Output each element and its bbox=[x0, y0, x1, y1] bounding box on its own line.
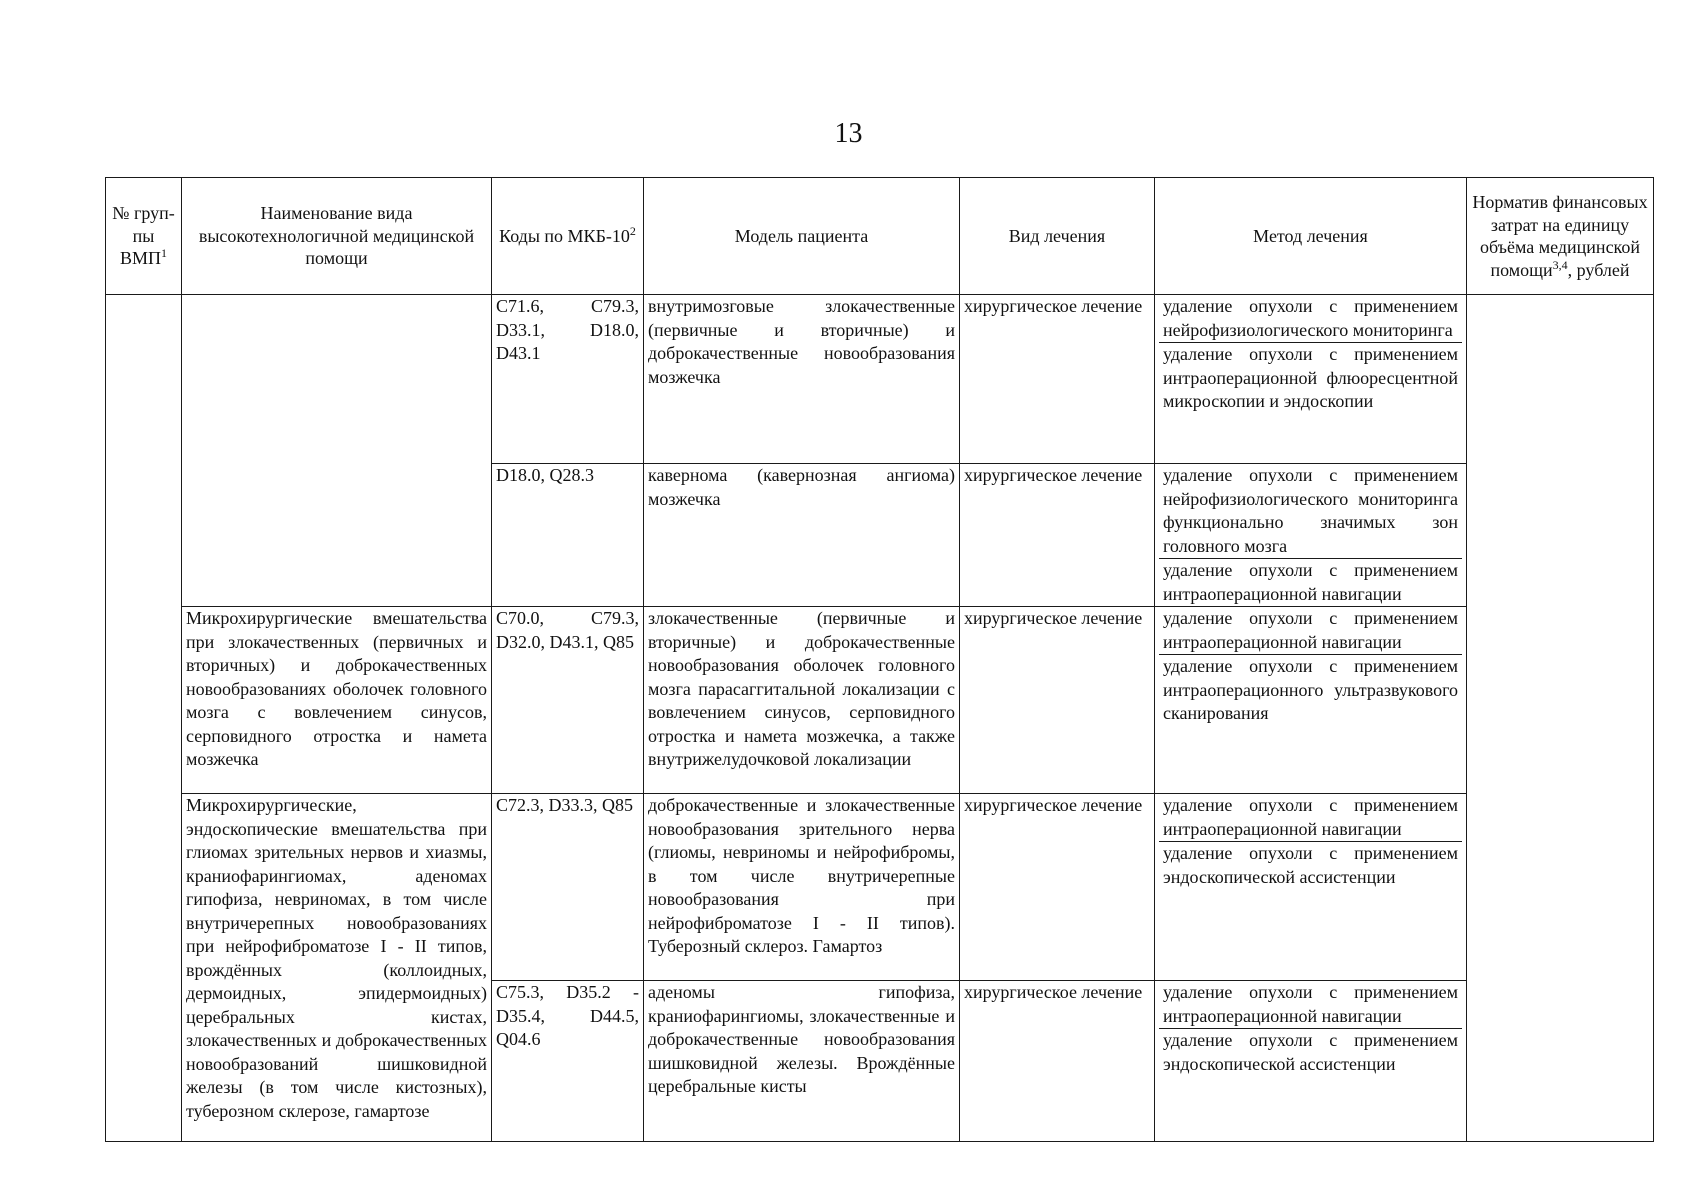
page-number: 13 bbox=[834, 118, 863, 149]
treatment-cell: хирургическое лечение bbox=[960, 464, 1155, 607]
header-group: № груп-пы ВМП$^1$ bbox=[106, 178, 182, 295]
model-cell: кавернома (кавернозная ангиома) мозжечка bbox=[644, 464, 960, 607]
header-model: Модель пациента bbox=[644, 178, 960, 295]
method-cell bbox=[1155, 464, 1467, 607]
name-cell: Микрохирургические, эндоскопические вмешательства при глиомах зрительных нервов и хиазмы, краниофарингиомах, аденомах гипофиза, невриномах, в том числе внутричерепных новообразованиях при нейрофиброматозе I - II типов, врождённых (коллоидных, дермоидных, эпидермоидных) церебральных кистах, злокачественных и доброкачественных новообразований шишковидной железы (в том числе кистозных), туберозном склерозе, гамартозе bbox=[182, 794, 492, 1142]
method-item: удаление опухоли с применением интраоперационной навигации bbox=[1163, 560, 1458, 604]
table-row bbox=[106, 295, 1654, 464]
method-item: удаление опухоли с применением нейрофизиологического мониторинга функционально значимых зон головного мозга bbox=[1159, 464, 1462, 559]
codes-cell: C72.3, D33.3, Q85 bbox=[492, 794, 644, 981]
model-cell: доброкачественные и злокачественные новообразования зрительного нерва (глиомы, невриномы и нейрофибромы, в том числе внутричерепные новообразования при нейрофиброматозе I - II типов). Туберозный склероз. Гамартоз bbox=[644, 794, 960, 981]
method-item: удаление опухоли с применением интраоперационной навигации bbox=[1159, 981, 1462, 1029]
header-treatment: Вид лечения bbox=[960, 178, 1155, 295]
codes-cell: C71.6, C79.3, D33.1, D18.0, D43.1 bbox=[492, 295, 644, 464]
header-row bbox=[106, 178, 1654, 295]
model-cell: аденомы гипофиза, краниофарингиомы, злокачественные и доброкачественные новообразования шишковидной железы. Врождённые церебральные кисты bbox=[644, 981, 960, 1142]
method-item: удаление опухоли с применением эндоскопической ассистенции bbox=[1163, 843, 1458, 887]
method-cell bbox=[1155, 794, 1467, 981]
method-item: удаление опухоли с применением интраоперационной флюоресцентной микроскопии и эндоскопии bbox=[1163, 344, 1458, 411]
method-cell bbox=[1155, 295, 1467, 464]
table-row bbox=[106, 607, 1654, 794]
method-item: удаление опухоли с применением интраоперационного ультразвукового сканирования bbox=[1163, 656, 1458, 723]
table-row bbox=[106, 794, 1654, 981]
name-cell: Микрохирургические вмешательства при злокачественных (первичных и вторичных) и доброкачественных новообразованиях оболочек головного мозга с вовлечением синусов, серповидного отростка и намета мозжечка bbox=[182, 607, 492, 794]
header-cost: Норматив финансовых затрат на единицу объёма медицинской помощи$^{3,4}$, рублей bbox=[1467, 178, 1654, 295]
method-item: удаление опухоли с применением эндоскопической ассистенции bbox=[1163, 1030, 1458, 1074]
codes-cell: D18.0, Q28.3 bbox=[492, 464, 644, 607]
treatment-cell: хирургическое лечение bbox=[960, 607, 1155, 794]
model-cell: внутримозговые злокачественные (первичные и вторичные) и доброкачественные новообразования мозжечка bbox=[644, 295, 960, 464]
treatment-table bbox=[105, 177, 1654, 1142]
method-item: удаление опухоли с применением интраоперационной навигации bbox=[1159, 794, 1462, 842]
header-codes: Коды по МКБ-$10^2$ bbox=[492, 178, 644, 295]
treatment-cell: хирургическое лечение bbox=[960, 794, 1155, 981]
group-cell bbox=[106, 295, 182, 1142]
method-cell bbox=[1155, 607, 1467, 794]
codes-cell: C70.0, C79.3, D32.0, D43.1, Q85 bbox=[492, 607, 644, 794]
header-name: Наименование вида высокотехнологичной медицинской помощи bbox=[182, 178, 492, 295]
codes-cell: C75.3, D35.2 - D35.4, D44.5, Q04.6 bbox=[492, 981, 644, 1142]
model-cell: злокачественные (первичные и вторичные) и доброкачественные новообразования оболочек головного мозга парасаггитальной локализации с вовлечением синусов, серповидного отростка и намета мозжечка, а также внутрижелудочковой локализации bbox=[644, 607, 960, 794]
method-item: удаление опухоли с применением интраоперационной навигации bbox=[1159, 607, 1462, 655]
method-item: удаление опухоли с применением нейрофизиологического мониторинга bbox=[1159, 295, 1462, 343]
method-cell bbox=[1155, 981, 1467, 1142]
treatment-cell: хирургическое лечение bbox=[960, 295, 1155, 464]
cost-cell bbox=[1467, 295, 1654, 1142]
treatment-cell: хирургическое лечение bbox=[960, 981, 1155, 1142]
header-method: Метод лечения bbox=[1155, 178, 1467, 295]
name-cell bbox=[182, 295, 492, 607]
